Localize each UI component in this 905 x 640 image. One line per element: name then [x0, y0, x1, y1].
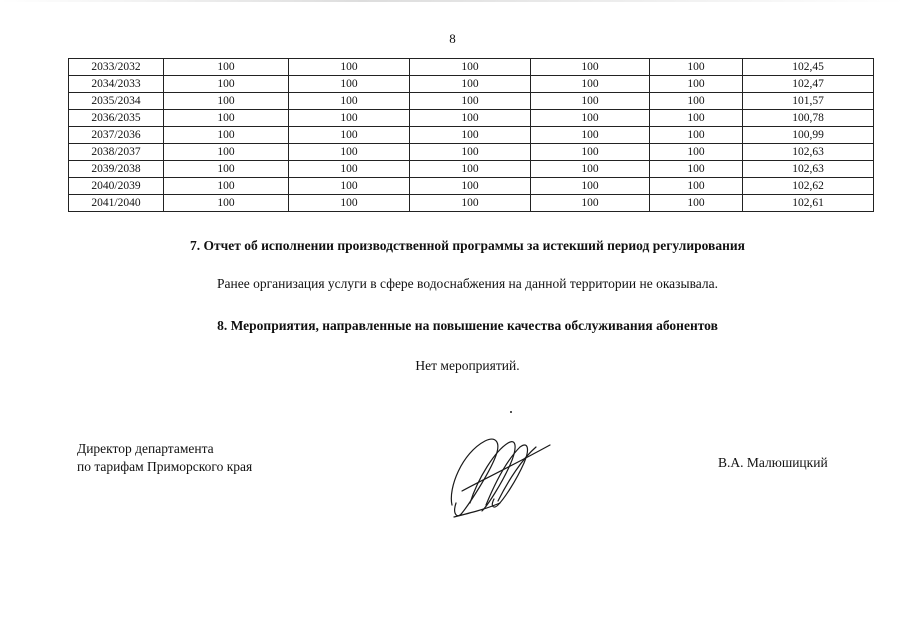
year-pair-cell: 2039/2038 [69, 161, 164, 178]
table-row [69, 144, 874, 161]
value-cell: 100 [650, 195, 743, 212]
year-pair-cell: 2041/2040 [69, 195, 164, 212]
page-number: 8 [449, 31, 456, 46]
value-cell: 100 [164, 161, 289, 178]
index-value-cell: 102,47 [743, 76, 874, 93]
value-cell: 100 [410, 76, 531, 93]
value-cell: 100 [164, 144, 289, 161]
table-row [69, 93, 874, 110]
section-7-heading: 7. Отчет об исполнении производственной программы за истекший период регулирования [190, 238, 745, 253]
year-pair-cell: 2038/2037 [69, 144, 164, 161]
table-row [69, 178, 874, 195]
year-pair-cell: 2036/2035 [69, 110, 164, 127]
index-value-cell: 102,63 [743, 161, 874, 178]
table-row [69, 127, 874, 144]
signatory-name: В.А. Малюшицкий [718, 455, 828, 470]
value-cell: 100 [289, 195, 410, 212]
value-cell: 100 [164, 76, 289, 93]
value-cell: 100 [650, 178, 743, 195]
value-cell: 100 [289, 93, 410, 110]
table-body [69, 59, 874, 212]
value-cell: 100 [531, 161, 650, 178]
year-pair-cell: 2037/2036 [69, 127, 164, 144]
value-cell: 100 [650, 127, 743, 144]
value-cell: 100 [164, 110, 289, 127]
value-cell: 100 [531, 93, 650, 110]
value-cell: 100 [650, 110, 743, 127]
value-cell: 100 [289, 178, 410, 195]
value-cell: 100 [650, 161, 743, 178]
tariff-index-table [68, 58, 874, 212]
value-cell: 100 [164, 195, 289, 212]
handwritten-signature [440, 433, 560, 523]
year-pair-cell: 2034/2033 [69, 76, 164, 93]
scan-speck [510, 411, 512, 413]
table-row [69, 195, 874, 212]
value-cell: 100 [650, 59, 743, 76]
year-pair-cell: 2035/2034 [69, 93, 164, 110]
table-row [69, 161, 874, 178]
section-8-text: Нет мероприятий. [415, 358, 520, 373]
value-cell: 100 [410, 110, 531, 127]
value-cell: 100 [531, 195, 650, 212]
table-row [69, 59, 874, 76]
value-cell: 100 [531, 59, 650, 76]
section-8-heading: 8. Мероприятия, направленные на повышение качества обслуживания абонентов [217, 318, 718, 333]
value-cell: 100 [650, 144, 743, 161]
value-cell: 100 [164, 59, 289, 76]
value-cell: 100 [410, 93, 531, 110]
value-cell: 100 [164, 178, 289, 195]
section-7-text: Ранее организация услуги в сфере водоснабжения на данной территории не оказывала. [217, 276, 718, 291]
value-cell: 100 [410, 195, 531, 212]
value-cell: 100 [410, 127, 531, 144]
index-value-cell: 102,62 [743, 178, 874, 195]
value-cell: 100 [531, 178, 650, 195]
value-cell: 100 [650, 93, 743, 110]
value-cell: 100 [531, 144, 650, 161]
value-cell: 100 [410, 178, 531, 195]
value-cell: 100 [289, 110, 410, 127]
value-cell: 100 [289, 76, 410, 93]
value-cell: 100 [650, 76, 743, 93]
value-cell: 100 [164, 93, 289, 110]
index-value-cell: 102,45 [743, 59, 874, 76]
year-pair-cell: 2040/2039 [69, 178, 164, 195]
value-cell: 100 [531, 110, 650, 127]
value-cell: 100 [531, 76, 650, 93]
value-cell: 100 [289, 144, 410, 161]
signatory-title-line-2: по тарифам Приморского края [77, 459, 253, 474]
table-row [69, 76, 874, 93]
table-row [69, 110, 874, 127]
index-value-cell: 102,63 [743, 144, 874, 161]
value-cell: 100 [289, 161, 410, 178]
value-cell: 100 [531, 127, 650, 144]
index-value-cell: 101,57 [743, 93, 874, 110]
value-cell: 100 [410, 59, 531, 76]
index-value-cell: 100,78 [743, 110, 874, 127]
index-value-cell: 102,61 [743, 195, 874, 212]
index-value-cell: 100,99 [743, 127, 874, 144]
year-pair-cell: 2033/2032 [69, 59, 164, 76]
scan-edge [0, 0, 905, 2]
value-cell: 100 [289, 59, 410, 76]
value-cell: 100 [410, 161, 531, 178]
value-cell: 100 [164, 127, 289, 144]
signatory-title [77, 440, 252, 476]
value-cell: 100 [289, 127, 410, 144]
value-cell: 100 [410, 144, 531, 161]
signatory-title-line-1: Директор департамента [77, 441, 214, 456]
